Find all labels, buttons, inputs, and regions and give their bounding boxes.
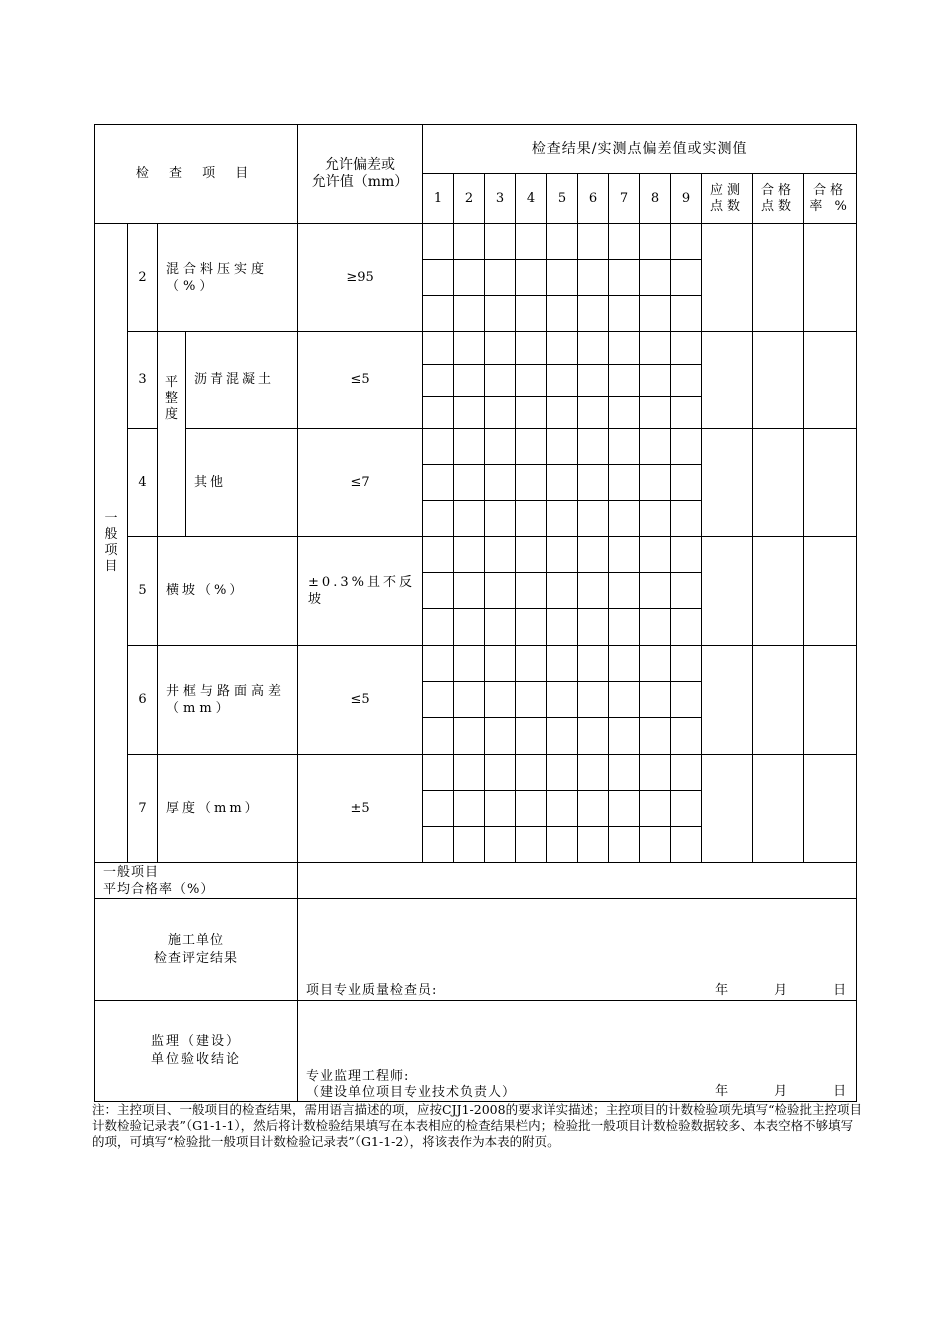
result-cell[interactable]: [454, 332, 485, 365]
result-cell[interactable]: [516, 609, 547, 646]
result-cell[interactable]: [547, 718, 578, 755]
result-cell[interactable]: [609, 501, 640, 537]
result-cell[interactable]: [423, 827, 454, 863]
result-cell[interactable]: [609, 224, 640, 260]
pass-count-cell[interactable]: [753, 224, 804, 332]
result-cell[interactable]: [640, 296, 671, 332]
item-number: 7: [128, 755, 158, 863]
item-name: 井框与路面高差（mm）: [158, 646, 298, 755]
result-cell[interactable]: [609, 791, 640, 827]
result-cell[interactable]: [547, 224, 578, 260]
result-cell[interactable]: [485, 429, 516, 465]
header-allowance: 允许偏差或 允许值（mm）: [298, 125, 423, 224]
pass-count-cell[interactable]: [753, 429, 804, 537]
result-cell[interactable]: [423, 501, 454, 537]
result-cell[interactable]: [609, 755, 640, 791]
result-cell[interactable]: [516, 646, 547, 682]
result-cell[interactable]: [485, 296, 516, 332]
result-cell[interactable]: [423, 260, 454, 296]
result-cell[interactable]: [485, 609, 516, 646]
table-row: [95, 429, 857, 465]
header-point-4: 4: [516, 174, 547, 224]
supervision-label: 监理（建设） 单位验收结论: [95, 1001, 298, 1102]
result-cell[interactable]: [547, 465, 578, 501]
table-row: [95, 332, 857, 365]
supervision-result[interactable]: [298, 1001, 857, 1102]
result-cell[interactable]: [609, 537, 640, 573]
result-cell[interactable]: [578, 224, 609, 260]
result-cell[interactable]: [485, 827, 516, 863]
result-cell[interactable]: [578, 501, 609, 537]
result-cell[interactable]: [454, 260, 485, 296]
result-cell[interactable]: [454, 537, 485, 573]
result-cell[interactable]: [640, 609, 671, 646]
result-cell[interactable]: [423, 537, 454, 573]
item-allowance: ≤7: [298, 429, 423, 537]
result-cell[interactable]: [485, 755, 516, 791]
result-cell[interactable]: [485, 791, 516, 827]
result-cell[interactable]: [671, 429, 702, 465]
result-cell[interactable]: [640, 224, 671, 260]
result-cell[interactable]: [609, 573, 640, 609]
result-cell[interactable]: [609, 365, 640, 397]
result-cell[interactable]: [671, 718, 702, 755]
result-cell[interactable]: [640, 791, 671, 827]
result-cell[interactable]: [485, 224, 516, 260]
result-cell[interactable]: [516, 296, 547, 332]
result-cell[interactable]: [485, 397, 516, 429]
table-row: [95, 224, 857, 260]
header-pass-count: 合格 点数: [753, 174, 804, 224]
flatness-label: 平 整 度: [158, 332, 186, 537]
result-cell[interactable]: [547, 260, 578, 296]
result-cell[interactable]: [640, 827, 671, 863]
result-cell[interactable]: [516, 224, 547, 260]
item-number: 3: [128, 332, 158, 429]
result-cell[interactable]: [485, 573, 516, 609]
result-cell[interactable]: [609, 827, 640, 863]
result-cell[interactable]: [516, 465, 547, 501]
result-cell[interactable]: [640, 260, 671, 296]
result-cell[interactable]: [609, 260, 640, 296]
result-cell[interactable]: [423, 365, 454, 397]
result-cell[interactable]: [578, 827, 609, 863]
should-count-cell[interactable]: [702, 755, 753, 863]
result-cell[interactable]: [516, 537, 547, 573]
result-cell[interactable]: [485, 682, 516, 718]
result-cell[interactable]: [485, 537, 516, 573]
result-cell[interactable]: [547, 365, 578, 397]
result-cell[interactable]: [640, 365, 671, 397]
result-cell[interactable]: [516, 501, 547, 537]
table-row: [95, 646, 857, 682]
footnote: 注：主控项目、一般项目的检查结果，需用语言描述的项，应按CJJ1-2008的要求详实描述；主控项目的计数检验项先填写“检验批主控项目计数检验记录表”（G1-1-1），然后将计数检验结果填写在本表相应的检查结果栏内；检验批一般项目计数检验数据较多、本表空格不够填写的项，可填写“检验批一般项目计数检验记录表”（G1-1-2），将该表作为本表的附页。: [92, 1102, 862, 1149]
item-number: 4: [128, 429, 158, 537]
construction-date: 年 月 日: [715, 983, 847, 998]
should-count-cell[interactable]: [702, 429, 753, 537]
result-cell[interactable]: [671, 573, 702, 609]
result-cell[interactable]: [423, 332, 454, 365]
result-cell[interactable]: [609, 646, 640, 682]
item-number: 6: [128, 646, 158, 755]
construction-signer: 项目专业质量检查员:: [306, 983, 438, 998]
result-cell[interactable]: [547, 537, 578, 573]
item-allowance: ±0.3%且不反坡: [298, 537, 423, 646]
result-cell[interactable]: [485, 718, 516, 755]
result-cell[interactable]: [547, 755, 578, 791]
pass-rate-cell[interactable]: [804, 429, 857, 537]
header-point-9: 9: [671, 174, 702, 224]
result-cell[interactable]: [578, 465, 609, 501]
result-cell[interactable]: [423, 718, 454, 755]
result-cell[interactable]: [578, 755, 609, 791]
result-cell[interactable]: [423, 397, 454, 429]
result-cell[interactable]: [423, 755, 454, 791]
result-cell[interactable]: [609, 465, 640, 501]
result-cell[interactable]: [454, 296, 485, 332]
result-cell[interactable]: [640, 573, 671, 609]
result-cell[interactable]: [671, 465, 702, 501]
header-results: 检查结果/实测点偏差值或实测值: [423, 125, 857, 174]
result-cell[interactable]: [578, 718, 609, 755]
result-cell[interactable]: [578, 646, 609, 682]
result-cell[interactable]: [578, 429, 609, 465]
result-cell[interactable]: [578, 260, 609, 296]
result-cell[interactable]: [423, 465, 454, 501]
supervision-signer: 专业监理工程师: （建设单位项目专业技术负责人）: [306, 1069, 517, 1100]
result-cell[interactable]: [454, 465, 485, 501]
header-point-3: 3: [485, 174, 516, 224]
result-cell[interactable]: [423, 296, 454, 332]
table-row: [95, 755, 857, 791]
header-should-count: 应测 点数: [702, 174, 753, 224]
result-cell[interactable]: [578, 296, 609, 332]
result-cell[interactable]: [516, 397, 547, 429]
header-point-2: 2: [454, 174, 485, 224]
result-cell[interactable]: [485, 465, 516, 501]
result-cell[interactable]: [640, 429, 671, 465]
result-cell[interactable]: [609, 609, 640, 646]
pass-rate-cell[interactable]: [804, 537, 857, 646]
item-allowance: ±5: [298, 755, 423, 863]
pass-rate-cell[interactable]: [804, 224, 857, 332]
result-cell[interactable]: [423, 224, 454, 260]
group-general-items: 一 般 项 目: [95, 224, 128, 863]
result-cell[interactable]: [547, 296, 578, 332]
pass-count-cell[interactable]: [753, 755, 804, 863]
pass-count-cell[interactable]: [753, 332, 804, 429]
header-point-1: 1: [423, 174, 454, 224]
result-cell[interactable]: [547, 609, 578, 646]
pass-count-cell[interactable]: [753, 646, 804, 755]
result-cell[interactable]: [454, 573, 485, 609]
result-cell[interactable]: [640, 537, 671, 573]
result-cell[interactable]: [516, 791, 547, 827]
result-cell[interactable]: [423, 609, 454, 646]
result-cell[interactable]: [671, 365, 702, 397]
result-cell[interactable]: [423, 791, 454, 827]
result-cell[interactable]: [578, 682, 609, 718]
item-allowance: ≥95: [298, 224, 423, 332]
result-cell[interactable]: [671, 397, 702, 429]
construction-label: 施工单位 检查评定结果: [95, 899, 298, 1001]
result-cell[interactable]: [609, 682, 640, 718]
result-cell[interactable]: [516, 755, 547, 791]
should-count-cell[interactable]: [702, 537, 753, 646]
result-cell[interactable]: [516, 827, 547, 863]
item-name: 其他: [186, 429, 298, 537]
result-cell[interactable]: [609, 718, 640, 755]
result-cell[interactable]: [671, 682, 702, 718]
result-cell[interactable]: [454, 755, 485, 791]
result-cell[interactable]: [671, 260, 702, 296]
pass-rate-cell[interactable]: [804, 755, 857, 863]
result-cell[interactable]: [640, 332, 671, 365]
result-cell[interactable]: [671, 296, 702, 332]
should-count-cell[interactable]: [702, 224, 753, 332]
item-name: 厚度（mm）: [158, 755, 298, 863]
result-cell[interactable]: [547, 791, 578, 827]
result-cell[interactable]: [547, 332, 578, 365]
result-cell[interactable]: [640, 397, 671, 429]
result-cell[interactable]: [423, 429, 454, 465]
item-number: 2: [128, 224, 158, 332]
result-cell[interactable]: [578, 791, 609, 827]
result-cell[interactable]: [454, 646, 485, 682]
result-cell[interactable]: [671, 609, 702, 646]
result-cell[interactable]: [423, 646, 454, 682]
result-cell[interactable]: [454, 429, 485, 465]
result-cell[interactable]: [578, 332, 609, 365]
result-cell[interactable]: [454, 718, 485, 755]
should-count-cell[interactable]: [702, 332, 753, 429]
result-cell[interactable]: [454, 682, 485, 718]
supervision-date: 年 月 日: [715, 1084, 847, 1099]
result-cell[interactable]: [609, 429, 640, 465]
result-cell[interactable]: [454, 365, 485, 397]
result-cell[interactable]: [547, 682, 578, 718]
item-name: 横坡（%）: [158, 537, 298, 646]
result-cell[interactable]: [578, 609, 609, 646]
average-rate-value[interactable]: [298, 863, 857, 899]
result-cell[interactable]: [578, 573, 609, 609]
result-cell[interactable]: [547, 397, 578, 429]
result-cell[interactable]: [454, 397, 485, 429]
result-cell[interactable]: [609, 296, 640, 332]
result-cell[interactable]: [516, 682, 547, 718]
average-rate-label: 一般项目 平均合格率（%）: [95, 863, 298, 899]
result-cell[interactable]: [454, 224, 485, 260]
item-allowance: ≤5: [298, 332, 423, 429]
result-cell[interactable]: [516, 365, 547, 397]
item-name: 混合料压实度（%）: [158, 224, 298, 332]
result-cell[interactable]: [671, 332, 702, 365]
result-cell[interactable]: [516, 260, 547, 296]
result-cell[interactable]: [640, 465, 671, 501]
result-cell[interactable]: [485, 646, 516, 682]
result-cell[interactable]: [423, 573, 454, 609]
result-cell[interactable]: [547, 646, 578, 682]
should-count-cell[interactable]: [702, 646, 753, 755]
pass-rate-cell[interactable]: [804, 332, 857, 429]
result-cell[interactable]: [671, 537, 702, 573]
construction-result[interactable]: [298, 899, 857, 1001]
result-cell[interactable]: [547, 501, 578, 537]
result-cell[interactable]: [640, 718, 671, 755]
result-cell[interactable]: [640, 755, 671, 791]
result-cell[interactable]: [671, 827, 702, 863]
result-cell[interactable]: [454, 501, 485, 537]
result-cell[interactable]: [578, 537, 609, 573]
result-cell[interactable]: [516, 332, 547, 365]
result-cell[interactable]: [671, 791, 702, 827]
item-number: 5: [128, 537, 158, 646]
result-cell[interactable]: [547, 429, 578, 465]
table-row: [95, 537, 857, 573]
result-cell[interactable]: [516, 573, 547, 609]
result-cell[interactable]: [547, 573, 578, 609]
pass-rate-cell[interactable]: [804, 646, 857, 755]
result-cell[interactable]: [516, 718, 547, 755]
header-point-6: 6: [578, 174, 609, 224]
result-cell[interactable]: [671, 755, 702, 791]
result-cell[interactable]: [578, 397, 609, 429]
result-cell[interactable]: [640, 646, 671, 682]
result-cell[interactable]: [454, 609, 485, 646]
item-allowance: ≤5: [298, 646, 423, 755]
result-cell[interactable]: [485, 332, 516, 365]
result-cell[interactable]: [454, 791, 485, 827]
result-cell[interactable]: [485, 260, 516, 296]
result-cell[interactable]: [640, 682, 671, 718]
header-item: 检 查 项 目: [95, 125, 298, 224]
result-cell[interactable]: [671, 224, 702, 260]
result-cell[interactable]: [454, 827, 485, 863]
header-point-8: 8: [640, 174, 671, 224]
result-cell[interactable]: [516, 429, 547, 465]
pass-count-cell[interactable]: [753, 537, 804, 646]
header-pass-rate: 合格 率 %: [804, 174, 857, 224]
result-cell[interactable]: [671, 646, 702, 682]
result-cell[interactable]: [423, 682, 454, 718]
header-point-5: 5: [547, 174, 578, 224]
result-cell[interactable]: [547, 827, 578, 863]
result-cell[interactable]: [485, 365, 516, 397]
item-name: 沥青混凝土: [186, 332, 298, 429]
inspection-table: [94, 124, 857, 1102]
result-cell[interactable]: [609, 332, 640, 365]
result-cell[interactable]: [578, 365, 609, 397]
result-cell[interactable]: [671, 501, 702, 537]
result-cell[interactable]: [640, 501, 671, 537]
result-cell[interactable]: [609, 397, 640, 429]
header-point-7: 7: [609, 174, 640, 224]
result-cell[interactable]: [485, 501, 516, 537]
